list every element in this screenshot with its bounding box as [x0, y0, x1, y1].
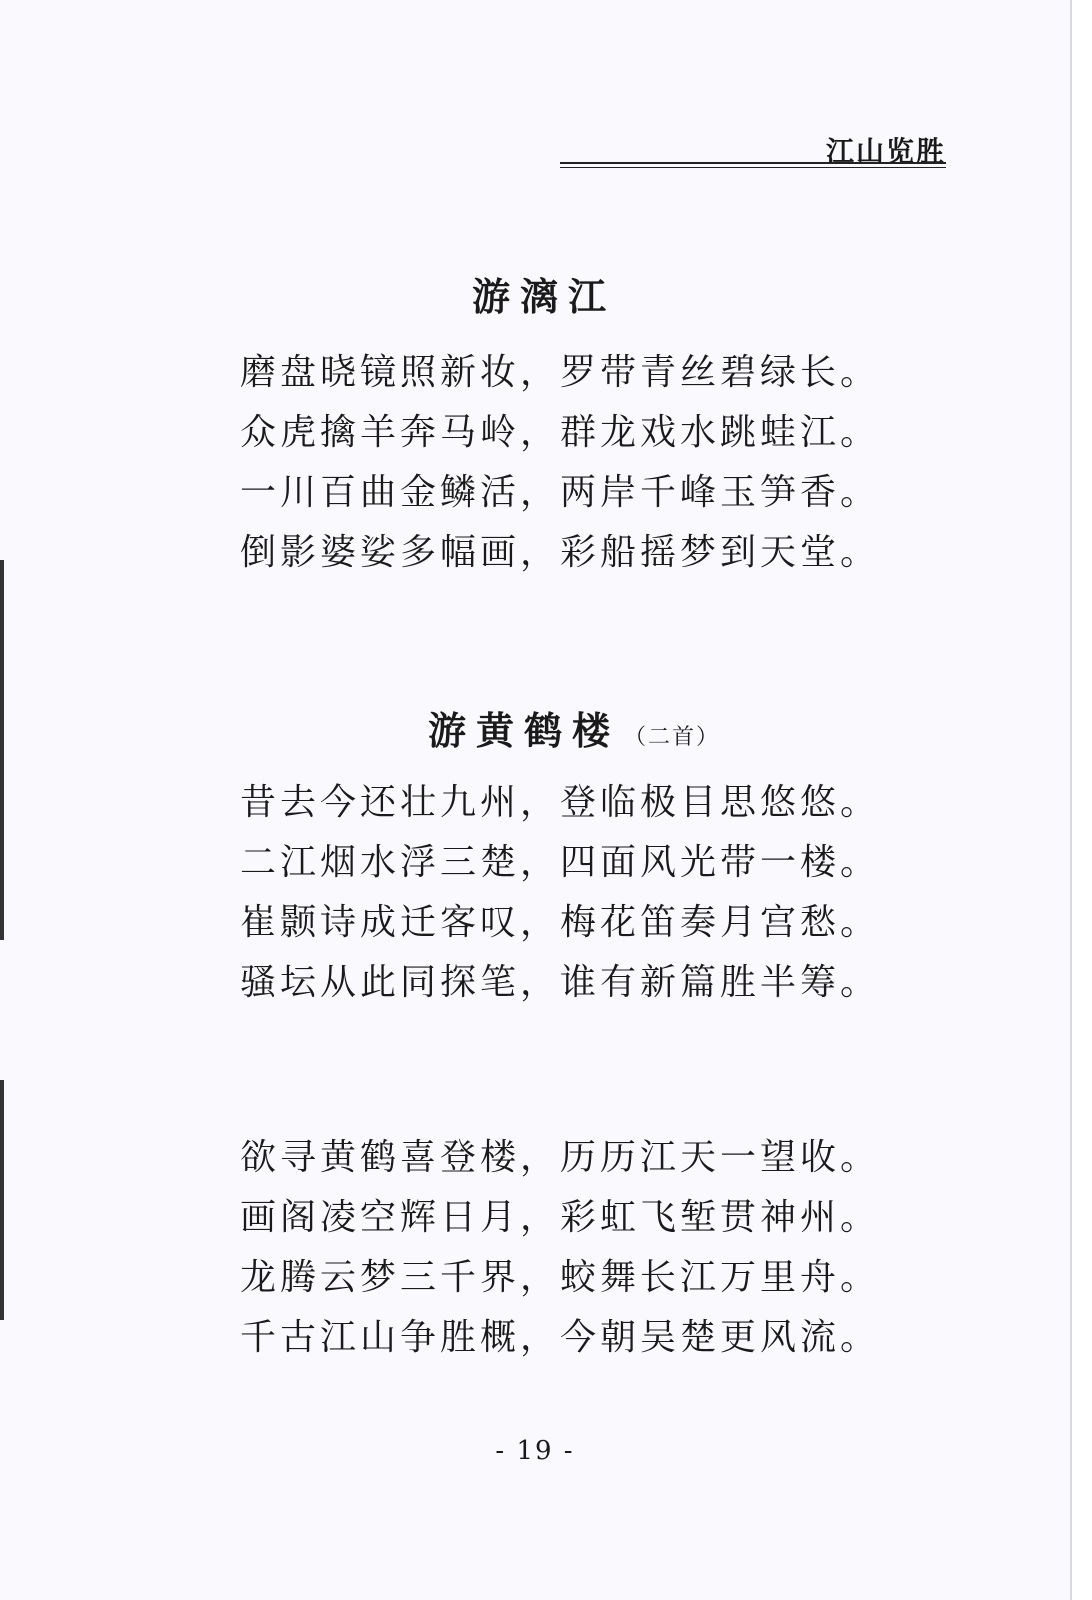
header-rule	[560, 162, 946, 164]
verse-line: 一川百曲金鳞活，两岸千峰玉笋香。	[240, 472, 881, 513]
verse-line: 众虎擒羊奔马岭，群龙戏水跳蛙江。	[240, 412, 881, 453]
page-number: - 19 -	[495, 1436, 575, 1466]
verse-line: 骚坛从此同探笔，谁有新篇胜半筹。	[240, 962, 881, 1003]
section-title: 江山览胜	[825, 135, 946, 168]
verse-line: 龙腾云梦三千界，蛟舞长江万里舟。	[240, 1257, 881, 1298]
page-edge-shadow	[0, 1080, 4, 1320]
page-edge-shadow	[0, 560, 4, 940]
verse-line: 磨盘晓镜照新妆，罗带青丝碧绿长。	[240, 352, 881, 393]
poem-verse	[240, 773, 880, 1013]
poem-title-text: 游黄鹤楼	[428, 708, 621, 753]
verse-line: 二江烟水浮三楚，四面风光带一楼。	[240, 842, 881, 883]
poem-title	[428, 700, 720, 755]
poem-verse	[240, 1128, 880, 1368]
verse-line: 千古江山争胜概，今朝吴楚更风流。	[240, 1317, 881, 1358]
verse-line: 昔去今还壮九州，登临极目思悠悠。	[240, 782, 881, 823]
verse-line: 倒影婆娑多幅画，彩船摇梦到天堂。	[240, 532, 881, 573]
header-rule-thin	[560, 167, 946, 168]
verse-line: 欲寻黄鹤喜登楼，历历江天一望收。	[240, 1137, 881, 1178]
poem-verse	[240, 343, 880, 583]
poem-title	[472, 266, 616, 321]
verse-line: 画阁凌空辉日月，彩虹飞堑贯神州。	[240, 1197, 881, 1238]
verse-line: 崔颢诗成迁客叹，梅花笛奏月宫愁。	[240, 902, 881, 943]
running-header	[560, 130, 946, 170]
poem-title-note: （二首）	[624, 725, 721, 750]
poem-title-text: 游漓江	[472, 274, 617, 319]
